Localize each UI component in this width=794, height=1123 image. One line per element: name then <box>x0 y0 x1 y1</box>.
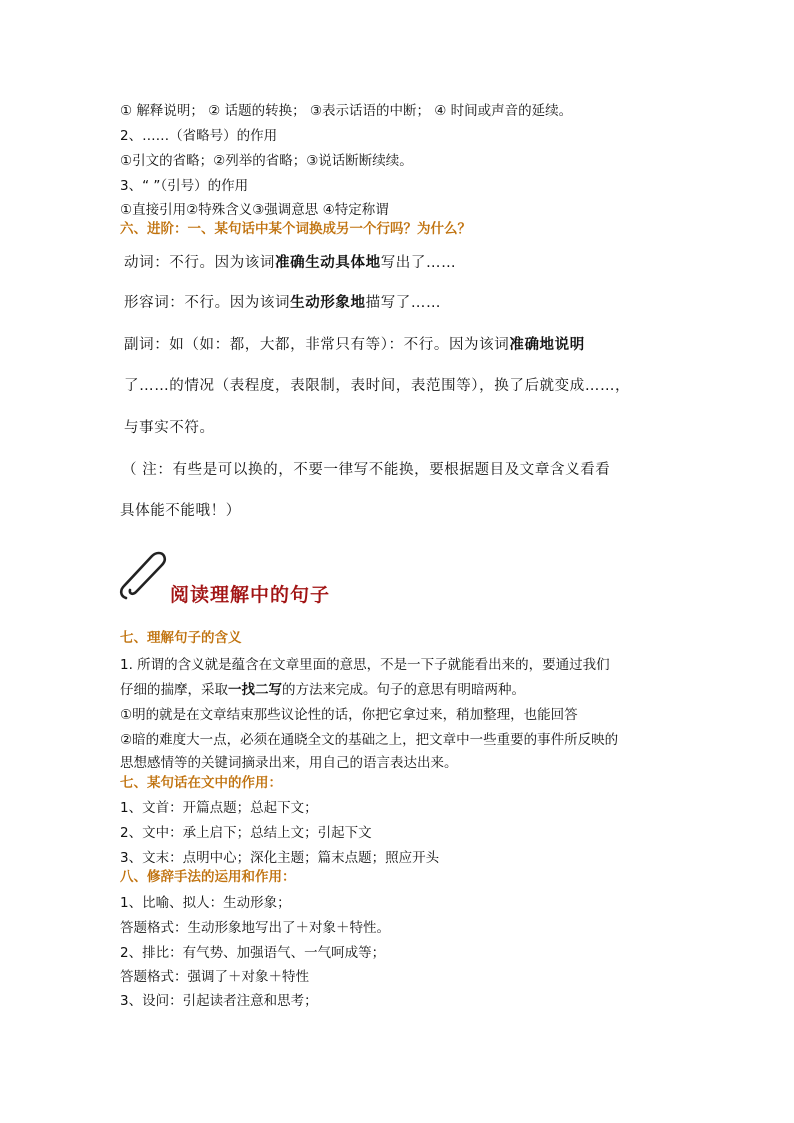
adjective-line <box>124 293 441 313</box>
p1-text: 仔细的揣摩，采取 <box>120 682 228 698</box>
section-title: 阅读理解中的句子 <box>170 584 331 606</box>
p1-text-end: 的方法来完成。句子的意思有明暗两种。 <box>282 682 525 698</box>
quote-heading: 3、“ ”（引号）的作用 <box>120 178 249 194</box>
meaning-paragraph-1: 1. 所谓的含义就是蕴含在文章里面的意思，不是一下子就能看出来的，要通过我们 <box>120 657 610 673</box>
section-8-heading: 八、修辞手法的运用和作用： <box>120 869 296 885</box>
adverb-line-3: 与事实不符。 <box>124 420 215 436</box>
note-line-2: 具体能不能哦！） <box>120 503 241 519</box>
adverb-line <box>124 335 585 355</box>
section-7b-heading: 七、某句话在文中的作用： <box>120 775 282 791</box>
ellipsis-functions-line: ①引文的省略；②列举的省略；③说话断断续续。 <box>120 153 413 169</box>
meaning-paragraph-3: ②暗的难度大一点，必须在通晓全文的基础之上，把文章中一些重要的事件所反映的 <box>120 732 619 748</box>
verb-bold: 准确生动具体地 <box>275 255 381 271</box>
verb-text-end: 写出了…… <box>380 255 457 271</box>
meaning-paragraph-1-line-2 <box>120 680 525 700</box>
ellipsis-heading: 2、……（省略号）的作用 <box>120 128 278 144</box>
adj-bold: 生动形象地 <box>290 295 366 311</box>
role-item-2: 2、文中：承上启下；总结上文；引起下文 <box>120 825 372 841</box>
rhetoric-item-5: 3、设问：引起读者注意和思考； <box>120 993 318 1009</box>
note-line: （ 注：有些是可以换的，不要一律写不能换，要根据题目及文章含义看看 <box>122 462 611 478</box>
verb-line <box>124 253 456 273</box>
adj-text-end: 描写了…… <box>365 295 442 311</box>
role-item-3: 3、文末：点明中心；深化主题；篇末点题；照应开头 <box>120 850 440 866</box>
adj-text: 形容词：不行。因为该词 <box>124 295 291 311</box>
dash-functions-line: ① 解释说明； ② 话题的转换； ③表示话语的中断； ④ 时间或声音的延续。 <box>120 103 573 119</box>
role-item-1: 1、文首：开篇点题；总起下文； <box>120 800 318 816</box>
section-7a-heading: 七、理解句子的含义 <box>120 630 242 646</box>
paperclip-icon <box>118 548 168 604</box>
meaning-paragraph-3-line-2: 思想感情等的关键词摘录出来，用自己的语言表达出来。 <box>120 755 458 771</box>
verb-text: 动词：不行。因为该词 <box>124 255 275 271</box>
quote-functions-line: ①直接引用②特殊含义③强调意思 ④特定称谓 <box>120 202 389 218</box>
p1-bold: 一找二写 <box>228 682 282 698</box>
section-title-block <box>118 548 418 608</box>
meaning-paragraph-2: ①明的就是在文章结束那些议论性的话，你把它拿过来，稍加整理，也能回答 <box>120 707 578 723</box>
rhetoric-item-1: 1、比喻、拟人：生动形象； <box>120 895 291 911</box>
adv-bold: 准确地说明 <box>509 337 585 353</box>
section-6-heading: 六、进阶：一、某句话中某个词换成另一个行吗？为什么？ <box>120 221 471 237</box>
rhetoric-item-3: 2、排比：有气势、加强语气、一气呵成等； <box>120 945 386 961</box>
rhetoric-item-2: 答题格式：生动形象地写出了＋对象＋特性。 <box>120 920 390 936</box>
rhetoric-item-4: 答题格式：强调了＋对象＋特性 <box>120 969 309 985</box>
adv-text: 副词：如（如：都，大都，非常只有等）：不行。因为该词 <box>124 337 510 353</box>
adverb-line-2: 了……的情况（表程度，表限制，表时间，表范围等），换了后就变成……， <box>124 378 631 394</box>
